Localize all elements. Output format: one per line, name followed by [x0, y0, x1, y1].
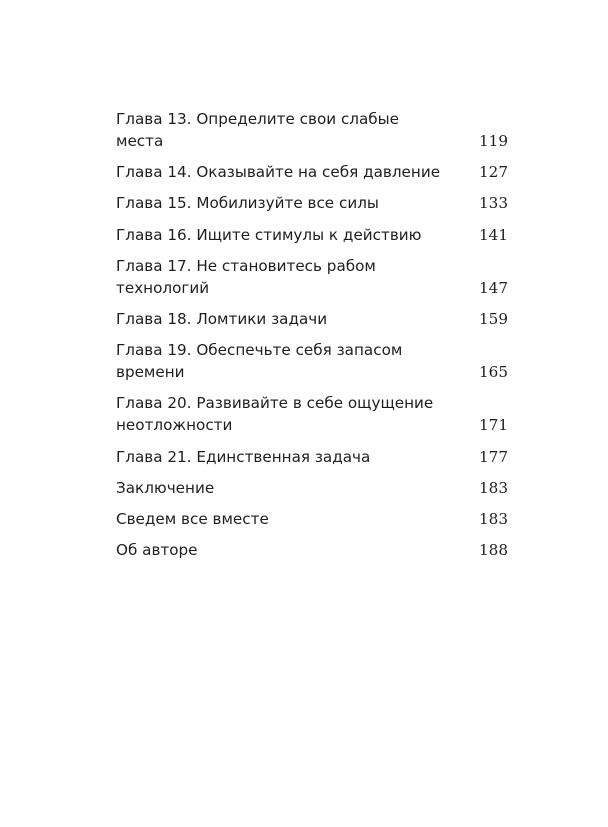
toc-entry-about-author [116, 539, 508, 561]
toc-entry-conclusion [116, 477, 508, 499]
toc-entry-chapter-16 [116, 224, 508, 246]
toc-entry-page-number: 183 [479, 509, 508, 528]
toc-entry-title: Глава 19. Обеспечьте себя запасом времени [116, 341, 403, 382]
toc-entry-title: Глава 13. Определите свои слабые места [116, 110, 400, 150]
toc-entry-page-number: 159 [479, 309, 508, 328]
toc-entry-page-number: 147 [479, 278, 508, 297]
toc-entry-chapter-20 [116, 392, 508, 436]
toc-entry-page-number: 183 [479, 478, 508, 497]
toc-entry-chapter-13 [116, 108, 508, 152]
toc-entry-page-number: 177 [479, 447, 508, 466]
toc-entry-page-number: 141 [479, 225, 508, 244]
toc-entry-title: Глава 18. Ломтики задачи [116, 309, 328, 328]
toc-entry-title: Об авторе [116, 541, 198, 560]
toc-entry-page-number: 188 [479, 541, 508, 560]
toc-entry-page-number: 127 [479, 163, 508, 182]
toc-entry-page-number: 133 [479, 194, 508, 213]
toc-entry-title: Заключение [116, 478, 215, 497]
toc-entry-chapter-15 [116, 192, 508, 214]
table-of-contents [116, 108, 508, 570]
toc-entry-summary [116, 508, 508, 530]
toc-entry-page-number: 119 [479, 132, 508, 150]
toc-entry-title: Глава 15. Мобилизуйте все силы [116, 194, 379, 213]
toc-entry-title: Сведем все вместе [116, 509, 269, 528]
toc-entry-title: Глава 21. Единственная задача [116, 447, 371, 466]
toc-entry-page-number: 165 [479, 363, 508, 382]
toc-entry-chapter-18 [116, 308, 508, 330]
toc-entry-chapter-17 [116, 255, 508, 299]
toc-entry-chapter-21 [116, 446, 508, 468]
toc-entry-chapter-14 [116, 161, 508, 183]
toc-entry-title: Глава 14. Оказывайте на себя давление [116, 163, 441, 182]
toc-entry-chapter-19 [116, 339, 508, 383]
toc-entry-title: Глава 20. Развивайте в себе ощущение неотложности [116, 394, 434, 435]
toc-entry-title: Глава 16. Ищите стимулы к действию [116, 225, 422, 244]
toc-entry-page-number: 171 [479, 416, 508, 435]
toc-entry-title: Глава 17. Не становитесь рабом технологий [116, 256, 376, 297]
